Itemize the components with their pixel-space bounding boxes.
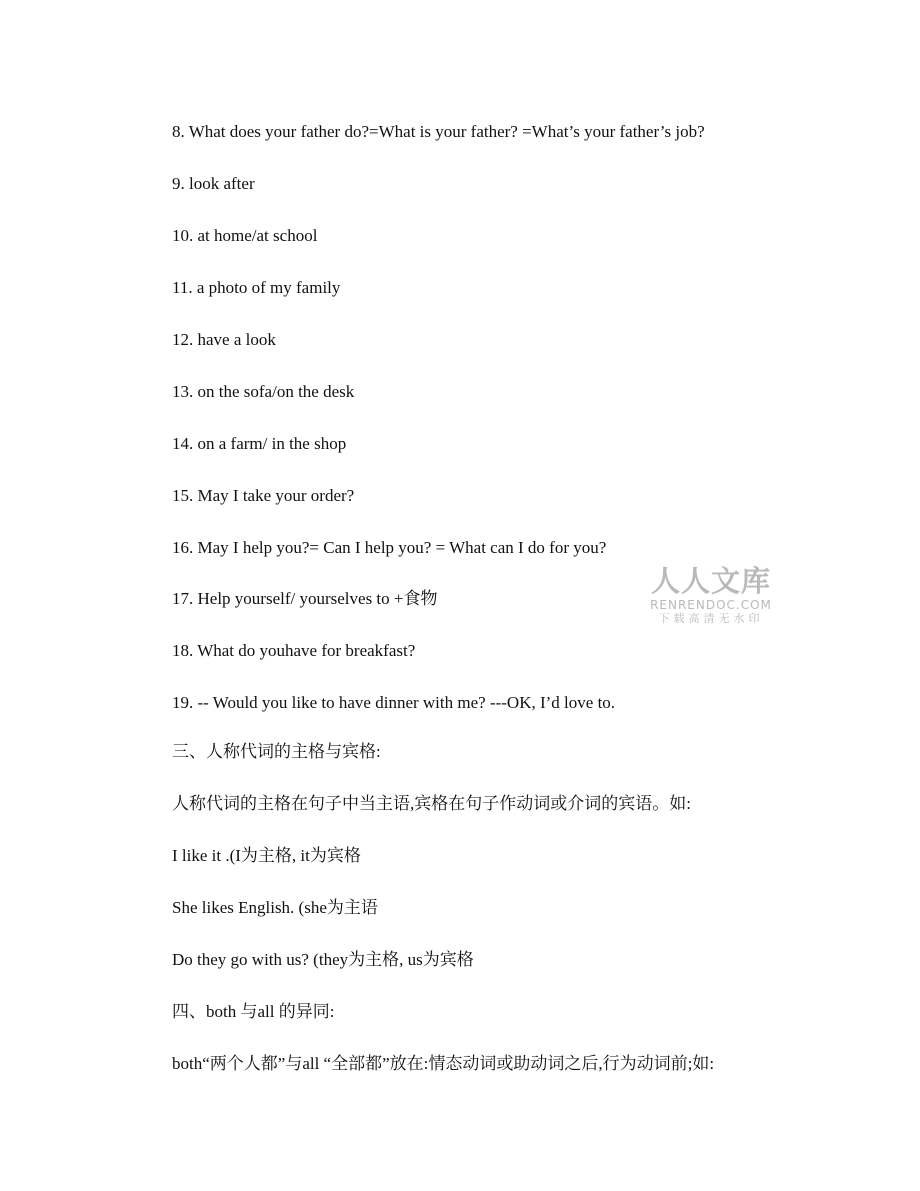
watermark <box>646 564 776 626</box>
text-line-13: 13. on the sofa/on the desk <box>172 382 355 401</box>
text-line-15: 15. May I take your order? <box>172 486 355 505</box>
text-line-18: 18. What do youhave for breakfast? <box>172 641 416 660</box>
text-line-14: 14. on a farm/ in the shop <box>172 434 347 453</box>
watermark-tagline: 下载高清无水印 <box>658 612 764 625</box>
text-line-19: 19. -- Would you like to have dinner with me? ---OK, I’d love to. <box>172 693 616 712</box>
section-heading-3: 三、人称代词的主格与宾格: <box>172 742 381 761</box>
watermark-domain: RENRENDOC.COM <box>650 598 772 612</box>
text-line-16: 16. May I help you?= Can I help you? = What can I do for you? <box>172 538 607 557</box>
text-line-example-2: She likes English. (she为主语 <box>172 898 378 917</box>
text-line-11: 11. a photo of my family <box>172 278 341 297</box>
text-line-pronoun-rule: 人称代词的主格在句子中当主语,宾格在句子作动词或介词的宾语。如: <box>172 794 691 813</box>
text-line-example-3: Do they go with us? (they为主格, us为宾格 <box>172 950 474 969</box>
text-line-17: 17. Help yourself/ yourselves to +食物 <box>172 589 438 608</box>
text-line-8: 8. What does your father do?=What is your father? =What’s your father’s job? <box>172 122 705 141</box>
text-line-example-1: I like it .(I为主格, it为宾格 <box>172 846 361 865</box>
text-line-12: 12. have a look <box>172 330 276 349</box>
section-heading-4: 四、both 与all 的异同: <box>172 1002 335 1021</box>
text-line-9: 9. look after <box>172 174 255 193</box>
text-line-both-all-rule: both“两个人都”与all “全部都”放在:情态动词或助动词之后,行为动词前;如: <box>172 1054 715 1073</box>
watermark-title: 人人文库 <box>650 564 771 598</box>
text-line-10: 10. at home/at school <box>172 226 318 245</box>
